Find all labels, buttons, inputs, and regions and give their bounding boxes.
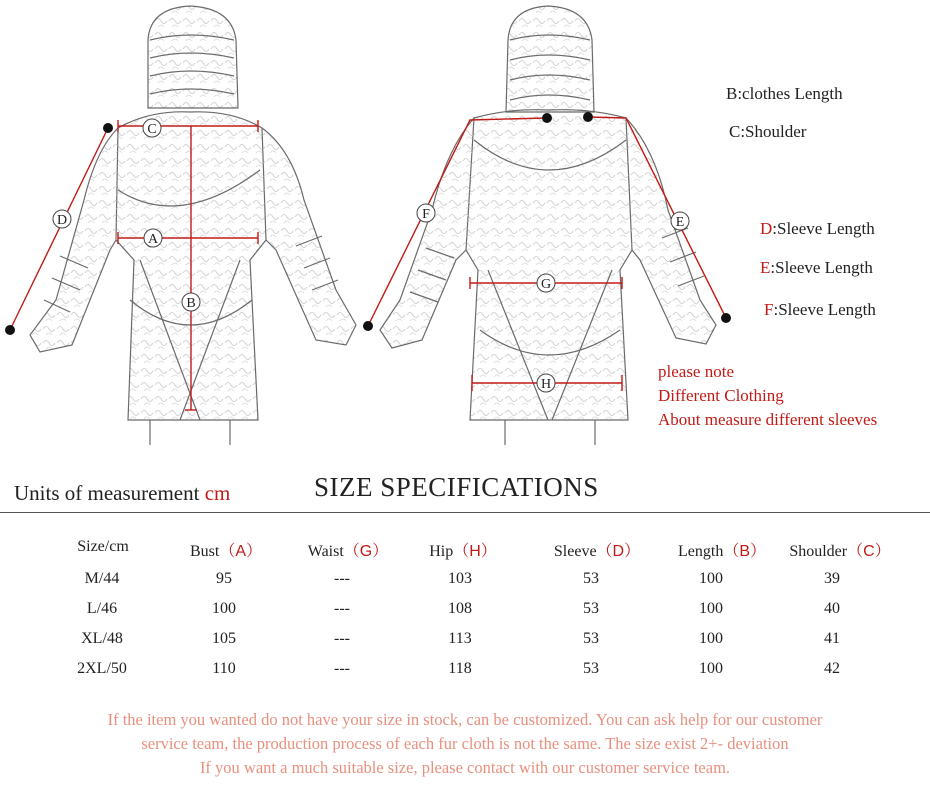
- front-cuff-dot: [5, 325, 15, 335]
- cell-hip: 113: [448, 630, 472, 647]
- legend-b: [726, 84, 843, 104]
- svg-text:C: C: [147, 122, 157, 137]
- cell-size: 2XL/50: [77, 660, 127, 677]
- marker-d: [53, 210, 71, 228]
- cell-shoulder: 41: [824, 630, 840, 647]
- cell-bust: 100: [212, 600, 236, 617]
- legend-c-text: C:Shoulder: [729, 122, 807, 141]
- back-cuff-dot-right: [721, 313, 731, 323]
- legend-c: [729, 122, 806, 142]
- header-hip: [429, 538, 497, 561]
- cell-length: 100: [699, 570, 723, 587]
- note-line-1: please note: [658, 362, 734, 381]
- units-label: [14, 481, 230, 506]
- svg-text:F: F: [422, 207, 430, 222]
- cell-bust: 95: [216, 570, 232, 587]
- marker-a: [144, 229, 162, 247]
- header-code: （C）: [847, 543, 891, 560]
- header-label: Waist: [307, 543, 344, 560]
- header-label: Length: [677, 543, 724, 560]
- svg-text:G: G: [540, 277, 552, 292]
- legend-d: [760, 219, 875, 239]
- legend-f: [764, 300, 876, 320]
- legend-d-text: :Sleeve Length: [772, 219, 875, 238]
- header-label: Size/cm: [77, 538, 129, 555]
- header-shoulder: [789, 538, 890, 561]
- header-code: （H）: [453, 543, 497, 560]
- marker-f: [417, 204, 435, 222]
- cell-sleeve: 53: [583, 570, 599, 587]
- cell-waist: ---: [334, 600, 350, 617]
- header-label: Bust: [189, 543, 220, 560]
- legend-e-key: E: [760, 258, 771, 277]
- legend-e-text: :Sleeve Length: [770, 258, 873, 277]
- cell-shoulder: 39: [824, 570, 840, 587]
- header-sleeve: [554, 538, 640, 561]
- cell-length: 100: [699, 660, 723, 677]
- footer-line-2: service team, the production process of each fur cloth is not the same. The size exist 2+- deviation: [141, 734, 789, 753]
- svg-text:B: B: [186, 296, 196, 311]
- cell-size: XL/48: [81, 630, 123, 647]
- marker-b: [182, 293, 200, 311]
- cell-shoulder: 40: [824, 600, 840, 617]
- header-label: Shoulder: [789, 543, 848, 560]
- legend-e: [760, 258, 873, 278]
- cell-length: 100: [699, 630, 723, 647]
- footer-line-1: If the item you wanted do not have your size in stock, can be customized. You can ask help for our customer: [107, 710, 823, 729]
- front-shoulder-dot: [103, 123, 113, 133]
- cell-length: 100: [699, 600, 723, 617]
- units-unit: cm: [204, 481, 231, 505]
- back-collar-dot-right: [583, 112, 593, 122]
- cell-waist: ---: [334, 570, 350, 587]
- cell-bust: 105: [212, 630, 236, 647]
- cell-size: M/44: [84, 570, 120, 587]
- cell-sleeve: 53: [583, 660, 599, 677]
- marker-g: [537, 274, 555, 292]
- header-bust: [190, 538, 262, 561]
- svg-text:D: D: [56, 213, 68, 228]
- header-code: （B）: [723, 543, 767, 560]
- header-code: （A）: [219, 543, 263, 560]
- size-spec-title: SIZE SPECIFICATIONS: [314, 472, 599, 502]
- svg-text:H: H: [540, 377, 552, 392]
- cell-sleeve: 53: [583, 630, 599, 647]
- cell-hip: 108: [448, 600, 472, 617]
- cell-shoulder: 42: [824, 660, 840, 677]
- legend-d-key: D: [760, 219, 773, 238]
- header-waist: [308, 538, 389, 561]
- divider: [0, 512, 930, 513]
- note-line-3: About measure different sleeves: [658, 410, 878, 429]
- cell-waist: ---: [334, 630, 350, 647]
- header-label: Sleeve: [553, 543, 597, 560]
- cell-size: L/46: [86, 600, 118, 617]
- cell-waist: ---: [334, 660, 350, 677]
- back-cuff-dot-left: [363, 321, 373, 331]
- cell-bust: 110: [212, 660, 236, 677]
- marker-e: [671, 212, 689, 230]
- note-line-2: Different Clothing: [658, 386, 784, 405]
- back-collar-dot-left: [542, 113, 552, 123]
- header-label: Hip: [429, 543, 454, 560]
- svg-text:E: E: [675, 215, 685, 230]
- cell-sleeve: 53: [583, 600, 599, 617]
- marker-c-front: [143, 119, 161, 137]
- legend-b-text: B:clothes Length: [726, 84, 843, 103]
- cell-hip: 103: [448, 570, 472, 587]
- header-size: [77, 538, 129, 556]
- header-code: （D）: [596, 543, 641, 560]
- header-code: （G）: [343, 543, 389, 560]
- legend-f-key: F: [764, 300, 774, 319]
- front-coat-sketch: [30, 6, 356, 445]
- cell-hip: 118: [448, 660, 472, 677]
- footer-line-3: If you want a much suitable size, please contact with our customer service team.: [199, 758, 731, 777]
- svg-text:A: A: [147, 232, 159, 247]
- marker-h: [537, 374, 555, 392]
- legend-f-text: :Sleeve Length: [773, 300, 876, 319]
- header-length: [678, 538, 766, 561]
- units-text: Units of measurement: [14, 481, 200, 505]
